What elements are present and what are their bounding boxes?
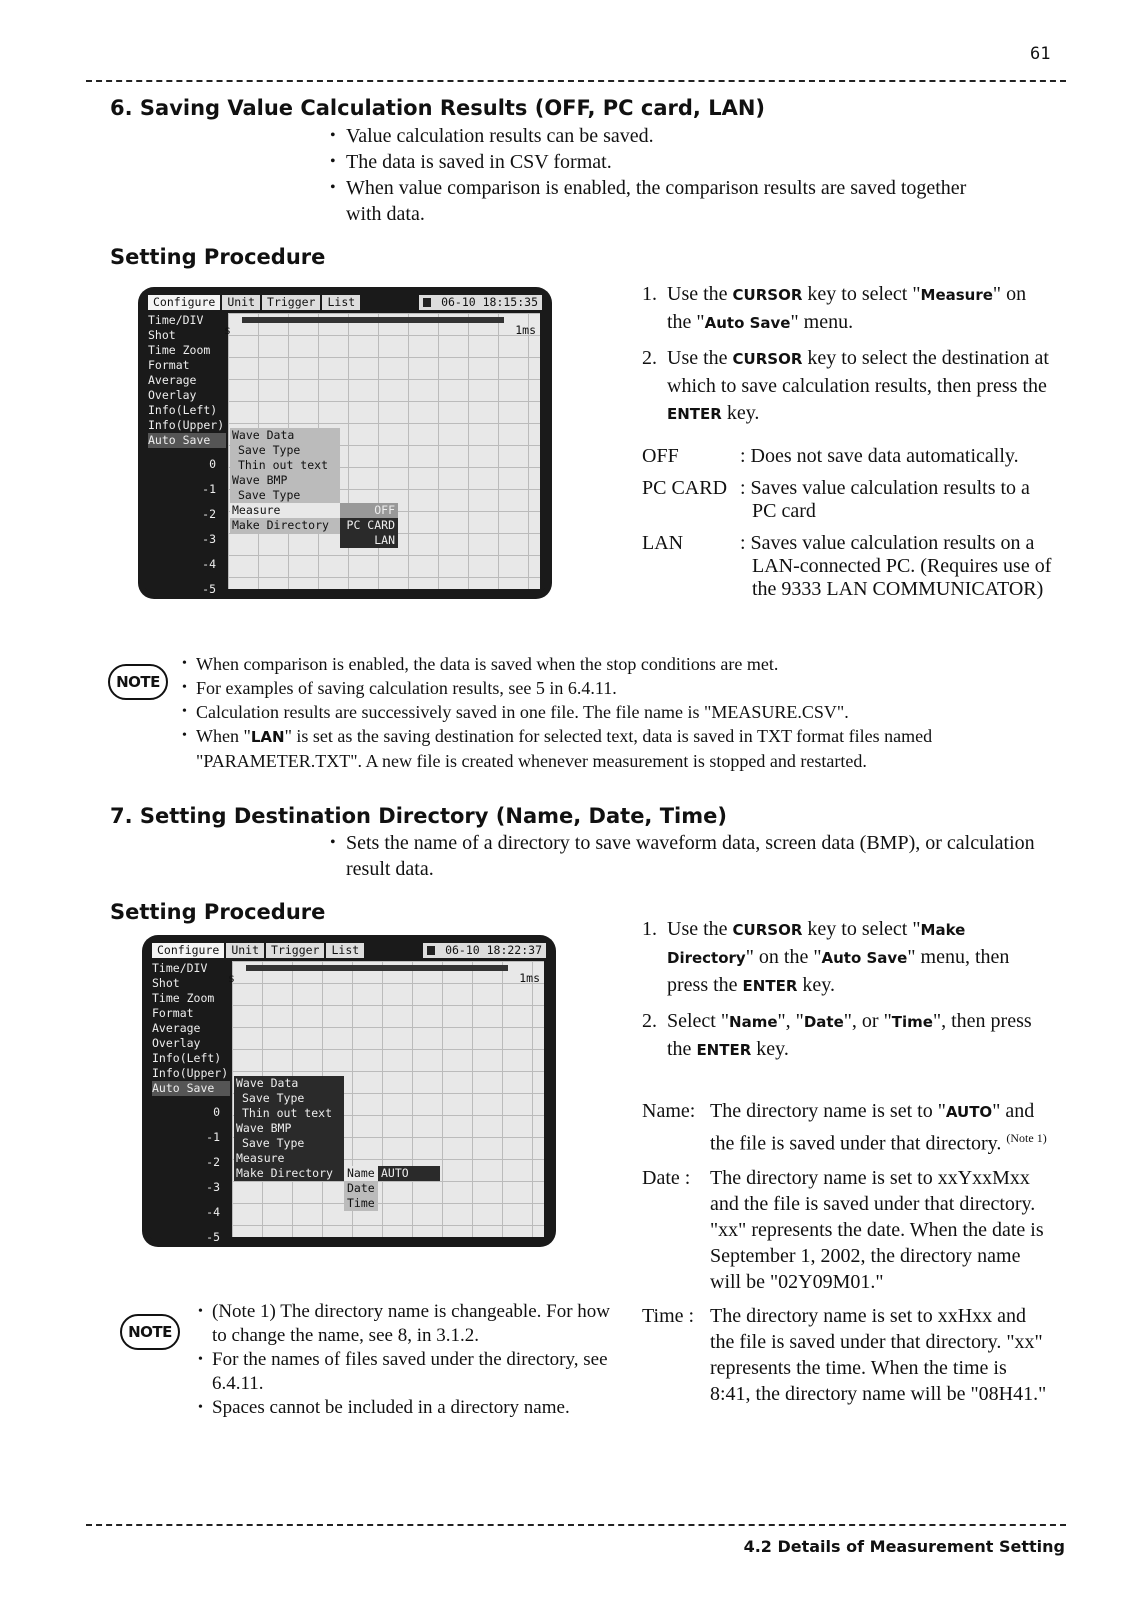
directory-value-auto[interactable]: AUTO: [381, 1166, 409, 1180]
section6-bullets: [330, 123, 1020, 227]
step-text: key to select the destination at which to save calculation results, then press the: [667, 347, 1049, 397]
auto-save-popup: [230, 428, 340, 533]
section6-definitions: [642, 445, 1052, 610]
keyword: Date: [803, 1013, 844, 1031]
popup-item[interactable]: Wave Data: [232, 428, 295, 442]
section6-notes: [182, 652, 1062, 773]
note-badge: NOTE: [120, 1314, 180, 1350]
definition-desc: The directory name is set to xxHxx and the file is saved under that directory. "xx" represents the time. When the time is 8:41, the directory name will be "08H41.": [710, 1304, 1047, 1405]
step-text: Use the: [667, 347, 733, 369]
keyword: Auto Save: [821, 949, 908, 967]
popup-item[interactable]: Measure: [236, 1151, 285, 1165]
side-menu-item[interactable]: Overlay: [148, 388, 197, 402]
section7-notes: [198, 1300, 618, 1420]
screen-mockup-measure: [138, 287, 552, 599]
side-menu: [148, 313, 230, 448]
step-number: 2.: [642, 1010, 657, 1032]
option-off[interactable]: OFF: [340, 503, 398, 518]
side-menu-item[interactable]: Time Zoom: [152, 991, 215, 1005]
axis-label: -5: [206, 1230, 220, 1241]
side-menu: [152, 961, 234, 1096]
definition-off: [642, 445, 1052, 468]
keyword: Name: [729, 1013, 778, 1031]
axis-label: -2: [202, 507, 216, 521]
pc-card-icon: [427, 946, 435, 955]
side-menu-item[interactable]: Format: [152, 1006, 194, 1020]
section7-steps: [642, 916, 1052, 1072]
step-2: [642, 1008, 1052, 1064]
axis-label: -5: [202, 582, 216, 593]
side-menu-item[interactable]: Shot: [148, 328, 176, 342]
plot-time-div: 1ms: [515, 323, 536, 337]
clock-text: 06-10 18:22:37: [445, 943, 542, 957]
definition-term: PC CARD: [642, 477, 728, 499]
section6-bullet: • When value comparison is enabled, the comparison results are saved together with data.: [330, 175, 996, 227]
scroll-bar[interactable]: [242, 317, 504, 323]
definition-term: Date :: [642, 1166, 691, 1189]
axis-label: -4: [202, 557, 216, 571]
keyword: Measure: [920, 286, 993, 304]
definition-term: LAN: [642, 532, 684, 554]
section6-title: 6. Saving Value Calculation Results (OFF, PC card, LAN): [110, 96, 766, 120]
note-item: [182, 724, 1062, 773]
section7-title: 7. Setting Destination Directory (Name, Date, Time): [110, 804, 727, 828]
keyword: ENTER: [696, 1041, 752, 1059]
tab-configure[interactable]: Configure: [152, 943, 226, 958]
popup-item[interactable]: Save Type: [242, 1091, 305, 1105]
note-item: • When comparison is enabled, the data is saved when the stop conditions are met.: [182, 652, 1062, 676]
step-text: key.: [797, 974, 835, 996]
scroll-bar[interactable]: [246, 965, 508, 971]
side-menu-item[interactable]: Info(Left): [152, 1051, 222, 1065]
screen-mockup-make-directory: [142, 935, 556, 1247]
side-menu-item[interactable]: Info(Left): [148, 403, 218, 417]
definition-pc-card: [642, 477, 1052, 523]
axis-label: -3: [202, 532, 216, 546]
step-text: " on the ": [745, 946, 822, 968]
keyword: LAN: [250, 728, 285, 746]
page-number: 61: [1030, 44, 1051, 64]
step-text: " menu.: [790, 311, 854, 333]
keyword: Auto Save: [704, 314, 791, 332]
tab-unit[interactable]: Unit: [222, 295, 262, 310]
note-item: • Calculation results are successively saved in one file. The file name is "MEASURE.CSV".: [182, 700, 1062, 724]
tab-trigger[interactable]: Trigger: [262, 295, 322, 310]
side-menu-item[interactable]: Shot: [152, 976, 180, 990]
note-item: • For examples of saving calculation results, see 5 in 6.4.11.: [182, 676, 1062, 700]
popup-item[interactable]: Thin out text: [242, 1106, 333, 1120]
directory-options: [344, 1166, 378, 1211]
step-text: " menu, then press the: [667, 946, 1010, 996]
step-2: [642, 345, 1052, 428]
definition-desc: The directory name is set to ": [710, 1100, 946, 1122]
popup-item[interactable]: Save Type: [238, 443, 301, 457]
definition-term: OFF: [642, 445, 679, 467]
header-rule: [86, 80, 1066, 82]
section7-bullets: [330, 830, 1050, 882]
definition-desc: : Does not save data automatically.: [740, 445, 1019, 467]
section7-procedure-title: Setting Procedure: [110, 900, 326, 924]
auto-save-popup: [234, 1076, 344, 1181]
step-text: key to select ": [802, 283, 921, 305]
popup-item[interactable]: Wave BMP: [232, 473, 288, 487]
y-axis: [190, 1105, 230, 1241]
side-menu-item[interactable]: Format: [148, 358, 190, 372]
axis-label: -1: [202, 482, 216, 496]
step-text: ", or ": [843, 1010, 892, 1032]
step-text: key.: [751, 1038, 789, 1060]
step-text: Use the: [667, 283, 733, 305]
side-menu-item-auto-save[interactable]: Auto Save: [152, 1081, 234, 1096]
option-time[interactable]: Time: [347, 1196, 375, 1210]
section6-steps: [642, 281, 1052, 436]
definition-desc: The directory name is set to xxYxxMxx and the file is saved under that directory. "xx" represents the date. When the date is September 1, 2002, the directory name will be "02Y09M01.": [710, 1166, 1044, 1293]
plot-unit-s: s: [224, 323, 231, 337]
section6-bullet: • The data is saved in CSV format.: [330, 149, 1020, 175]
step-1: [642, 281, 1052, 337]
axis-label: -2: [206, 1155, 220, 1169]
footer-rule: [86, 1524, 1066, 1526]
directory-name-value: [378, 1166, 440, 1181]
keyword: CURSOR: [732, 350, 803, 368]
axis-label: 0: [209, 457, 216, 471]
popup-item[interactable]: Save Type: [242, 1136, 305, 1150]
note-item: • Spaces cannot be included in a directory name.: [198, 1396, 618, 1420]
step-number: 1.: [642, 918, 657, 940]
popup-item[interactable]: Wave Data: [236, 1076, 299, 1090]
step-number: 2.: [642, 347, 657, 369]
popup-item[interactable]: Save Type: [238, 488, 301, 502]
step-text: ", then press the: [667, 1010, 1032, 1060]
tab-list[interactable]: List: [322, 295, 362, 310]
side-menu-item-auto-save[interactable]: Auto Save: [148, 433, 230, 448]
axis-label: -4: [206, 1205, 220, 1219]
step-text: key to select ": [802, 918, 921, 940]
plot-time-div: 1ms: [519, 971, 540, 985]
screen-clock: [419, 295, 542, 310]
destination-options: [340, 503, 398, 548]
side-menu-item[interactable]: Time/DIV: [148, 313, 204, 327]
section6-procedure-title: Setting Procedure: [110, 245, 326, 269]
popup-item-make-directory[interactable]: Make Directory: [236, 1166, 333, 1180]
note-item: • For the names of files saved under the directory, see 6.4.11.: [198, 1348, 618, 1396]
definition-lan: [642, 532, 1052, 601]
definition-name: [642, 1098, 1052, 1157]
screen-clock: [423, 943, 546, 958]
note-reference: (Note 1): [1006, 1131, 1047, 1145]
option-name[interactable]: Name: [344, 1166, 378, 1181]
section6-bullet: • Value calculation results can be saved.: [330, 123, 1020, 149]
definition-term: Name:: [642, 1100, 696, 1122]
tab-configure[interactable]: Configure: [148, 295, 222, 310]
side-menu-item[interactable]: Time Zoom: [148, 343, 211, 357]
keyword: ENTER: [667, 405, 722, 423]
keyword: ENTER: [742, 977, 798, 995]
side-menu-item[interactable]: Info(Upper): [148, 418, 225, 432]
note-text: When ": [196, 726, 251, 746]
definition-time: [642, 1303, 1052, 1407]
option-date[interactable]: Date: [347, 1181, 375, 1195]
step-1: [642, 916, 1052, 1000]
step-text: key.: [721, 402, 760, 424]
step-number: 1.: [642, 283, 657, 305]
axis-label: -1: [206, 1130, 220, 1144]
pc-card-icon: [423, 298, 431, 307]
note-text: " is set as the saving destination for selected text, data is saved in TXT format files named "PARAMETER.TXT". A new file is created whenever measurement is stopped and restarted.: [196, 726, 933, 771]
section7-definitions: [642, 1098, 1052, 1407]
definition-desc: : Saves value calculation results to a PC card: [740, 477, 1030, 522]
side-menu-item[interactable]: Average: [152, 1021, 201, 1035]
axis-label: 0: [213, 1105, 220, 1119]
side-menu-item[interactable]: Info(Upper): [152, 1066, 229, 1080]
keyword: CURSOR: [732, 286, 803, 304]
axis-label: -3: [206, 1180, 220, 1194]
note-item: • (Note 1) The directory name is changeable. For how to change the name, see 8, in 3.1.2.: [198, 1300, 618, 1348]
step-text: " on the ": [667, 283, 1027, 333]
footer-section-title: 4.2 Details of Measurement Setting: [743, 1537, 1065, 1556]
definition-term: Time :: [642, 1304, 695, 1327]
keyword: CURSOR: [732, 921, 803, 939]
side-menu-item[interactable]: Average: [148, 373, 197, 387]
option-lan[interactable]: LAN: [374, 533, 395, 547]
option-pc-card[interactable]: PC CARD: [346, 518, 395, 532]
side-menu-item[interactable]: Time/DIV: [152, 961, 208, 975]
side-menu-item[interactable]: Overlay: [152, 1036, 201, 1050]
keyword: AUTO: [945, 1103, 993, 1121]
step-text: Use the: [667, 918, 733, 940]
definition-desc: " and the file is saved under that directory.: [710, 1100, 1035, 1155]
section7-bullet: • Sets the name of a directory to save waveform data, screen data (BMP), or calculation result data.: [330, 830, 1050, 882]
clock-text: 06-10 18:15:35: [441, 295, 538, 309]
plot-unit-s: s: [228, 971, 235, 985]
popup-item-measure[interactable]: Measure: [230, 503, 340, 518]
definition-desc: : Saves value calculation results on a LAN-connected PC. (Requires use of the 9333 LAN COMMUNICATOR): [740, 532, 1052, 600]
popup-item[interactable]: Thin out text: [238, 458, 329, 472]
popup-item[interactable]: Wave BMP: [236, 1121, 292, 1135]
note-badge: NOTE: [108, 664, 168, 700]
y-axis: [186, 457, 226, 593]
keyword: Time: [891, 1013, 933, 1031]
definition-date: [642, 1165, 1052, 1295]
step-text: Select ": [667, 1010, 730, 1032]
tab-list[interactable]: List: [326, 943, 366, 958]
keyword: Make Directory: [667, 921, 966, 967]
popup-item[interactable]: Make Directory: [232, 518, 329, 532]
tab-unit[interactable]: Unit: [226, 943, 266, 958]
tab-trigger[interactable]: Trigger: [266, 943, 326, 958]
step-text: ", ": [777, 1010, 804, 1032]
